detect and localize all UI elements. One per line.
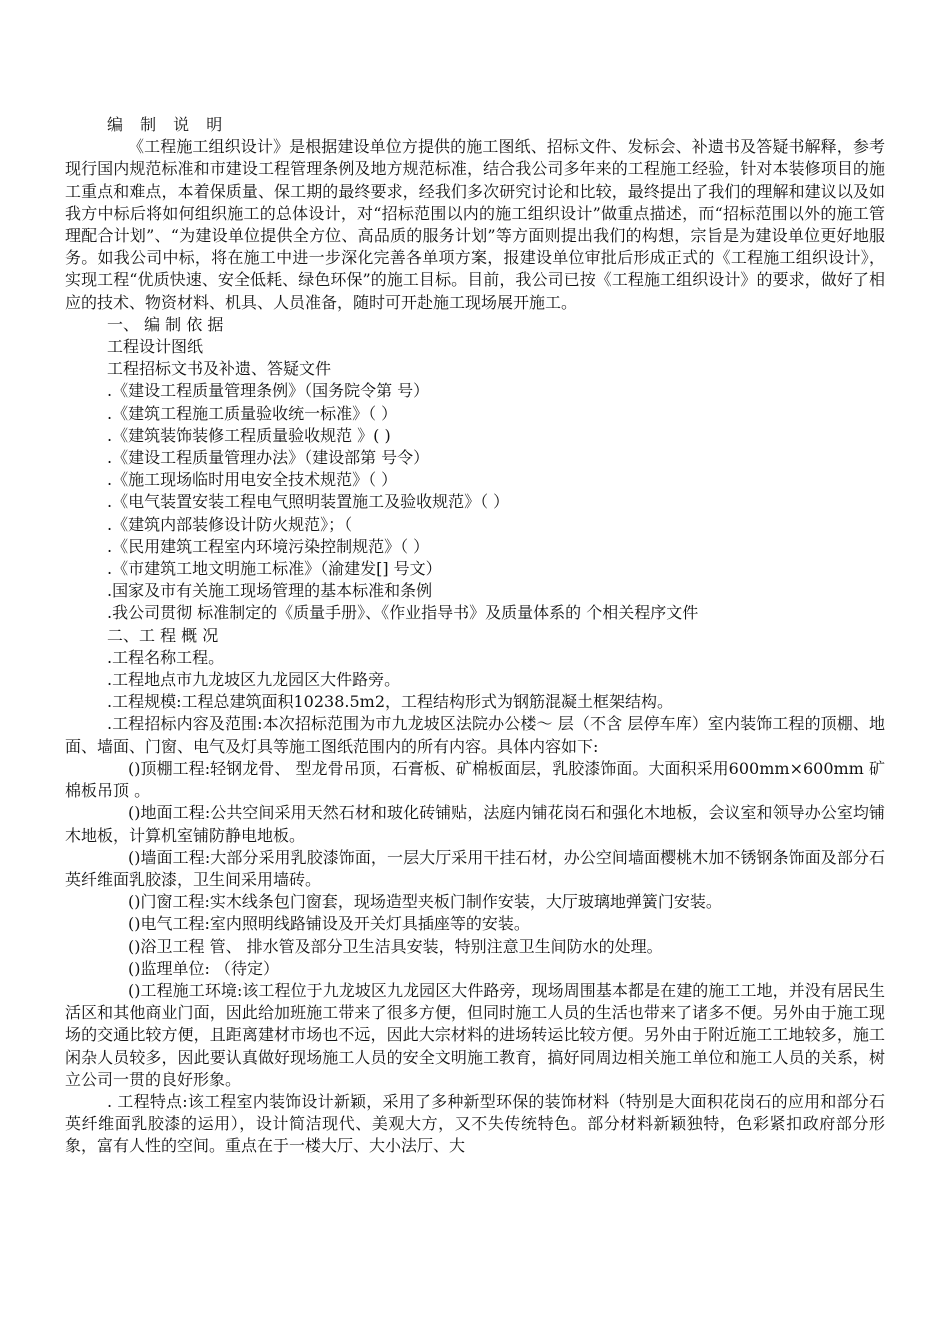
- list-item: .工程地点市九龙坡区九龙园区大件路旁。: [107, 670, 401, 690]
- list-item: .《施工现场临时用电安全技术规范》（ ）: [107, 470, 398, 490]
- list-item: .《市建筑工地文明施工标准》（渝建发[] 号文）: [107, 559, 442, 579]
- list-item: ()浴卫工程 管、 排水管及部分卫生洁具安装，特别注意卫生间防水的处理。: [128, 936, 663, 956]
- list-item: ()地面工程:公共空间采用天然石材和玻化砖铺贴，法庭内铺花岗石和强化木地板，会议室和领导办公室均铺木地板，计算机室铺防静电地板。: [65, 803, 885, 845]
- document-title: 编 制 说 明: [107, 115, 229, 134]
- list-item: 工程设计图纸: [107, 337, 204, 357]
- list-item: .工程招标内容及范围:本次招标范围为市九龙坡区法院办公楼～ 层（不含 层停车库）室内装饰工程的顶棚、地面、墙面、门窗、电气及灯具等施工图纸范围内的所有内容。具体内容如下:: [65, 714, 885, 756]
- section2-list: [65, 647, 885, 758]
- intro-paragraph: 《工程施工组织设计》是根据建设单位方提供的施工图纸、招标文件、发标会、补遗书及答疑书解释，参考现行国内规范标准和市建设工程管理条例及地方规范标准，结合我公司多年来的工程施工经验，针对本装修项目的施工重点和难点，本着保质量、保工期的最终要求，经我们多次研究讨论和比较，最终提出了我们的理解和建议以及如我方中标后将如何组织施工的总体设计，对“招标范围以内的施工组织设计”做重点描述，而“招标范围以外的施工管理配合计划”、“为建设单位提供全方位、高品质的服务计划”等方面则提出我们的构想，宗旨是为建设单位更好地服务。如我公司中标，将在施工中进一步深化完善各单项方案，报建设单位审批后形成正式的《工程施工组织设计》，实现工程“优质快速、安全低耗、绿色环保”的施工目标。目前，我公司已按《工程施工组织设计》的要求，做好了相应的技术、物资材料、机具、人员准备，随时可开赴施工现场展开施工。: [65, 137, 885, 312]
- list-item: ()电气工程:室内照明线路铺设及开关灯具插座等的安装。: [128, 914, 530, 934]
- list-item: .《民用建筑工程室内环境污染控制规范》（ ）: [107, 536, 430, 556]
- list-item: .《建筑装饰装修工程质量验收规范 》( ): [107, 425, 391, 445]
- list-item: .《建设工程质量管理办法》（建设部第 号令）: [107, 448, 430, 468]
- list-item: 工程招标文书及补遗、答疑文件: [107, 359, 332, 379]
- list-item: ()工程施工环境:该工程位于九龙坡区九龙园区大件路旁，现场周围基本都是在建的施工工地，并没有居民生活区和其他商业门面，因此给加班施工带来了很多方便，但同时施工人员的生活也带来了诸多不便。另外由于施工现场的交通比较方便，且距离建材市场也不远，因此大宗材料的进场转运比较方便。另外由于附近施工工地较多，施工闲杂人员较多，因此要认真做好现场施工人员的安全文明施工教育，搞好同周边相关施工单位和施工人员的关系，树立公司一贯的良好形象。: [65, 980, 885, 1089]
- section1-heading: 一、 编 制 依 据: [107, 314, 224, 334]
- document-page: [65, 114, 885, 1158]
- list-item: ()顶棚工程:轻钢龙骨、 型龙骨吊顶，石膏板、矿棉板面层，乳胶漆饰面。大面积采用600mm×600mm 矿棉板吊顶 。: [65, 758, 885, 801]
- list-item: ()监理单位: （待定）: [128, 958, 279, 978]
- section1-list: [65, 336, 885, 625]
- list-item: .我公司贯彻 标准制定的《质量手册》、《作业指导书》及质量体系的 个相关程序文件: [107, 603, 699, 623]
- features-paragraph: . 工程特点:该工程室内装饰设计新颖，采用了多种新型环保的装饰材料（特别是大面积花岗石的应用和部分石英纤维面乳胶漆的运用），设计简洁现代、美观大方，又不失传统特色。部分材料新颖独特，色彩紧扣政府部分形象，富有人性的空间。重点在于一楼大厅、大小法厅、大: [65, 1091, 885, 1156]
- section2-heading: 二、工 程 概 况: [107, 625, 219, 645]
- list-item: .《建设工程质量管理条例》（国务院令第 号）: [107, 381, 430, 401]
- section2-sublist: [65, 758, 885, 1091]
- list-item: .工程名称工程。: [107, 647, 225, 667]
- list-item: ()门窗工程:实木线条包门窗套，现场造型夹板门制作安装，大厅玻璃地弹簧门安装。: [128, 892, 722, 912]
- list-item: .《电气装置安装工程电气照明装置施工及验收规范》（ ）: [107, 492, 510, 512]
- list-item: .国家及市有关施工现场管理的基本标准和条例: [107, 581, 433, 601]
- list-item: .工程规模:工程总建筑面积10238.5m2，工程结构形式为钢筋混凝土框架结构。: [107, 692, 673, 712]
- list-item: .《建筑工程施工质量验收统一标准》（ ）: [107, 403, 398, 423]
- list-item: .《建筑内部装修设计防火规范》；（: [107, 514, 353, 534]
- list-item: ()墙面工程:大部分采用乳胶漆饰面，一层大厅采用干挂石材，办公空间墙面樱桃木加不锈钢条饰面及部分石英纤维面乳胶漆，卫生间采用墙砖。: [65, 847, 885, 889]
